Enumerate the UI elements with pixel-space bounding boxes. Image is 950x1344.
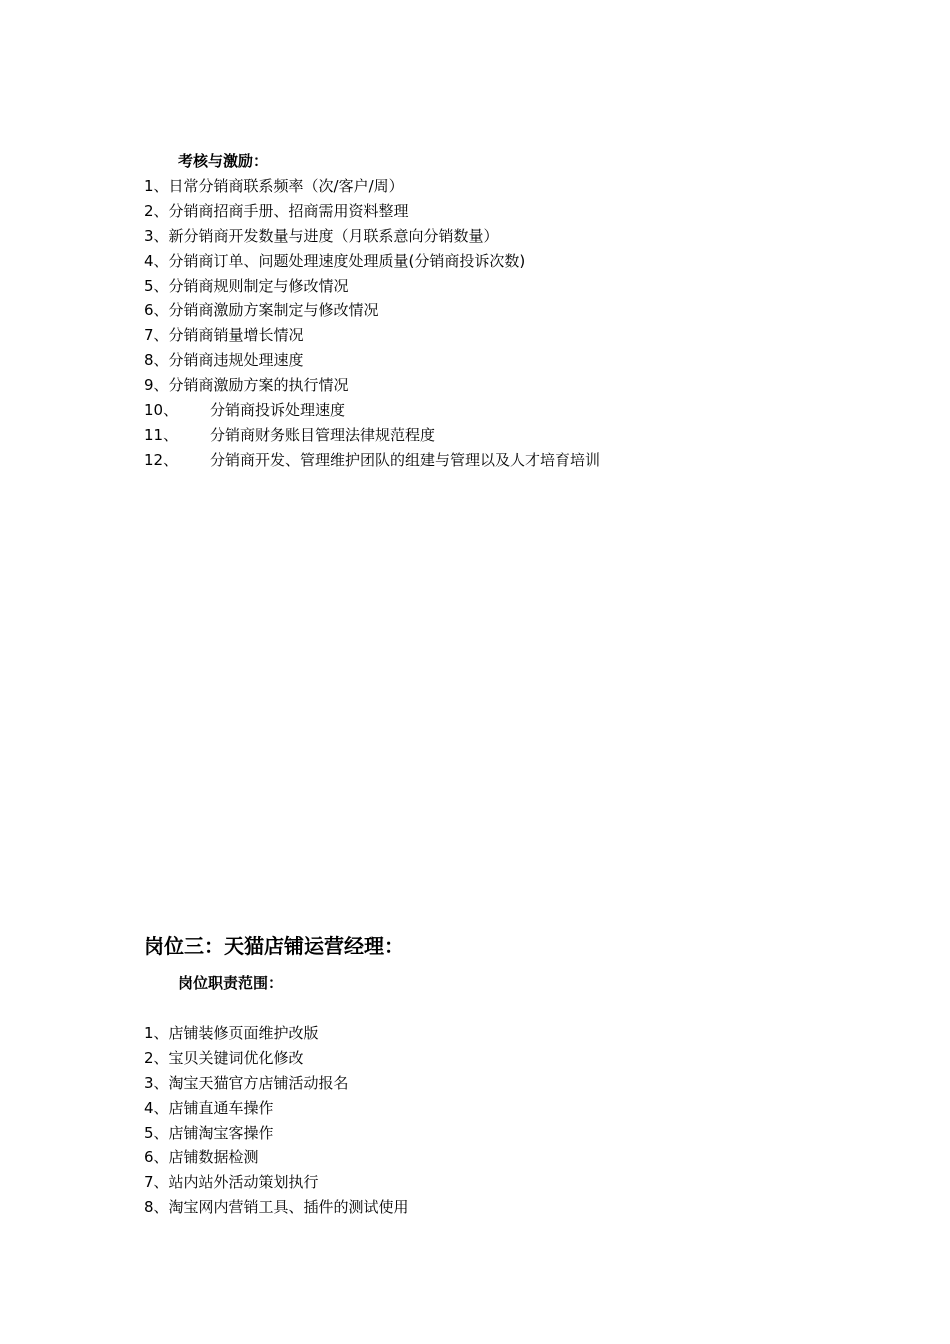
list-item-number: 5、 [144, 1123, 169, 1142]
list-item-number: 5、 [144, 276, 169, 295]
list-item [144, 199, 600, 224]
list-item-text: 宝贝关键词优化修改 [168, 1048, 304, 1067]
list-item-text: 分销商开发、管理维护团队的组建与管理以及人才培育培训 [210, 450, 601, 469]
list-item [144, 423, 600, 448]
list-item-number: 1、 [144, 177, 169, 195]
list-item [144, 1121, 409, 1146]
list-item-text: 分销商违规处理速度 [168, 351, 304, 370]
list-item [144, 174, 600, 199]
list-item-text: 分销商财务账目管理法律规范程度 [210, 425, 436, 444]
list-item [144, 1071, 409, 1096]
list-item-number: 4、 [144, 1098, 169, 1117]
list-item-text: 淘宝天猫官方店铺活动报名 [168, 1073, 349, 1092]
list-item-text: 分销商招商手册、招商需用资料整理 [168, 201, 409, 220]
list-item-text: 分销商激励方案制定与修改情况 [168, 301, 379, 320]
list-item-text: 分销商订单、问题处理速度处理质量(分销商投诉次数) [168, 251, 526, 270]
list-item-text: 分销商销量增长情况 [168, 326, 304, 345]
list-item-number: 8、 [144, 1198, 169, 1217]
list-item [144, 1145, 409, 1170]
list-item-text: 淘宝网内营销工具、插件的测试使用 [168, 1198, 409, 1217]
position-title: 岗位三：天猫店铺运营经理： [144, 934, 404, 958]
list-item-number: 2、 [144, 201, 169, 220]
list-item-text: 站内站外活动策划执行 [168, 1173, 319, 1192]
duties-heading: 岗位职责范围： [178, 974, 284, 992]
list-item-text: 分销商投诉处理速度 [210, 401, 346, 420]
list-item-text: 店铺装修页面维护改版 [168, 1024, 319, 1042]
duties-list [144, 1021, 409, 1220]
list-item-text: 店铺数据检测 [168, 1148, 259, 1167]
list-item [144, 1096, 409, 1121]
list-item-number: 6、 [144, 301, 169, 320]
list-item-number: 2、 [144, 1048, 169, 1067]
list-item-number: 12、 [144, 450, 179, 469]
list-item-text: 分销商规则制定与修改情况 [168, 276, 349, 295]
assessment-list [144, 174, 600, 473]
list-item [144, 249, 600, 274]
list-item-number: 4、 [144, 251, 169, 270]
list-item-text: 新分销商开发数量与进度（月联系意向分销数量） [168, 226, 499, 245]
list-item [144, 298, 600, 323]
list-item-text: 日常分销商联系频率（次/客户/周） [168, 177, 404, 195]
list-item [144, 1170, 409, 1195]
list-item [144, 1046, 409, 1071]
list-item-number: 6、 [144, 1148, 169, 1167]
list-item [144, 1021, 409, 1046]
list-item [144, 224, 600, 249]
list-item [144, 1195, 409, 1220]
list-item [144, 398, 600, 423]
list-item-number: 9、 [144, 376, 169, 395]
list-item-number: 11、 [144, 425, 179, 444]
list-item-text: 店铺直通车操作 [168, 1098, 274, 1117]
list-item [144, 348, 600, 373]
assessment-heading: 考核与激励： [178, 152, 269, 170]
list-item-number: 7、 [144, 326, 169, 345]
list-item-number: 3、 [144, 226, 169, 245]
list-item [144, 373, 600, 398]
list-item-number: 1、 [144, 1024, 169, 1042]
list-item-number: 10、 [144, 401, 179, 420]
list-item-number: 8、 [144, 351, 169, 370]
list-item-number: 3、 [144, 1073, 169, 1092]
list-item [144, 274, 600, 299]
list-item-number: 7、 [144, 1173, 169, 1192]
list-item [144, 323, 600, 348]
list-item [144, 448, 600, 473]
list-item-text: 店铺淘宝客操作 [168, 1123, 274, 1142]
list-item-text: 分销商激励方案的执行情况 [168, 376, 349, 395]
